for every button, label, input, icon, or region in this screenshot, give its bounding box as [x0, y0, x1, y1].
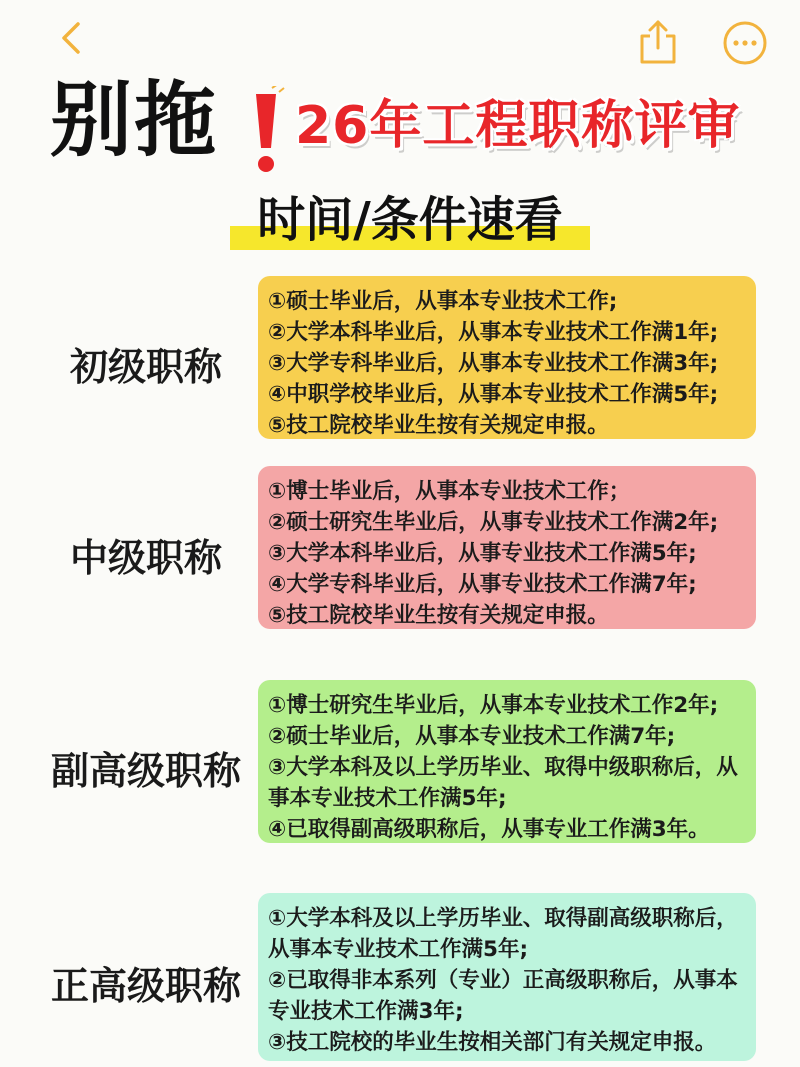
requirement-line: ⑤技工院校毕业生按有关规定申报。 — [268, 603, 609, 628]
more-icon — [722, 20, 768, 66]
more-button[interactable] — [722, 20, 768, 66]
requirement-line: ⑤技工院校毕业生按有关规定申报。 — [268, 413, 609, 438]
headline-sub: 26年工程职称评审 — [295, 96, 741, 156]
requirement-line: ④已取得副高级职称后，从事专业工作满3年。 — [268, 817, 710, 842]
back-button[interactable] — [52, 18, 92, 58]
requirement-line: ①博士研究生毕业后，从事本专业技术工作2年; — [268, 693, 719, 718]
headline: 别拖 — [50, 73, 219, 168]
requirement-line: ②大学本科毕业后，从事本专业技术工作满1年; — [268, 320, 719, 345]
requirement-line: ③大学本科及以上学历毕业、取得中级职称后，从事本专业技术工作满5年; — [268, 755, 738, 811]
section-card-intermediate — [258, 466, 756, 629]
requirement-line: ④中职学校毕业后，从事本专业技术工作满5年; — [268, 382, 719, 407]
exclamation-icon — [246, 86, 286, 178]
requirement-line: ①大学本科及以上学历毕业、取得副高级职称后，从事本专业技术工作满5年; — [268, 906, 738, 962]
share-button[interactable] — [636, 18, 680, 66]
requirement-line: ①硕士毕业后，从事本专业技术工作; — [268, 289, 618, 314]
requirement-line: ③技工院校的毕业生按相关部门有关规定申报。 — [268, 1030, 717, 1055]
section-label-junior: 初级职称 — [69, 345, 222, 389]
section-label-senior: 正高级职称 — [50, 964, 241, 1008]
section-label-intermediate: 中级职称 — [69, 536, 222, 580]
requirement-line: ④大学专科毕业后，从事专业技术工作满7年; — [268, 572, 697, 597]
requirement-line: ②硕士研究生毕业后，从事专业技术工作满2年; — [268, 510, 719, 535]
share-icon — [636, 18, 680, 66]
requirement-line: ③大学专科毕业后，从事本专业技术工作满3年; — [268, 351, 719, 376]
subtitle-block — [220, 192, 600, 256]
subtitle: 时间/条件速看 — [257, 192, 563, 248]
requirement-line: ②硕士毕业后，从事本专业技术工作满7年; — [268, 724, 676, 749]
section-label-associate-senior: 副高级职称 — [50, 749, 241, 793]
requirement-line: ③大学本科毕业后，从事专业技术工作满5年; — [268, 541, 697, 566]
section-card-senior — [258, 893, 756, 1061]
requirement-line: ①博士毕业后，从事本专业技术工作； — [268, 479, 631, 504]
requirement-line: ②已取得非本系列（专业）正高级职称后，从事本专业技术工作满3年; — [268, 968, 738, 1024]
chevron-left-icon — [52, 18, 92, 58]
section-card-associate-senior — [258, 680, 756, 843]
section-card-junior — [258, 276, 756, 439]
